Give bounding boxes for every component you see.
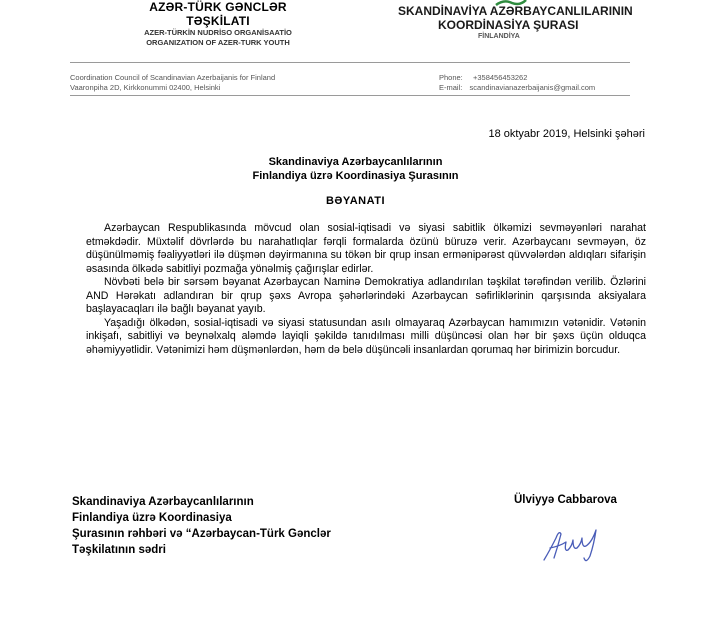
signer-title-line: Təşkilatının sədri [72,544,166,556]
signer-title-line: Finlandiya üzrə Koordinasiya [72,512,232,524]
right-org-line2: KOORDİNASİYA ŞURASI [438,18,579,32]
phone-value: +358456453262 [472,73,528,82]
paragraph-3: Yaşadığı ölkədən, sosial-iqtisadi və siyasi statusundan asılı olmayaraq Azərbaycan hamımızın vətənidir. Vətənin inkişafı, sabitliyi və beynəlxalq aləmdə layiqli şəkildə tanıdılması milli düşüncəsi olan hər bir şəxs üçün olduqca əhəmiyyətlidir. Vətənimizi həm düşmənlərdən, həm də belə düşüncəli insanlardan qorumaq hər birimizin borcudur. [86,316,646,356]
contact-left [70,73,275,93]
email-value: scandinavianazerbaijanis@gmail.com [469,83,596,92]
header-rule-top [70,62,630,63]
email-label: E-mail: [439,83,463,92]
recipient-line1: Skandinaviya Azərbaycanlılarının [268,156,443,168]
contact-right [439,73,595,93]
paragraph-2: Növbəti belə bir sərsəm bəyanat Azərbaycan Naminə Demokratiya adlandırılan təşkilat tərəfindən verilib. Özlərini AND Hərəkatı adlandıran bir qrup şəxs Avropa şəhərlərindəki Azərbaycan səfirliklərinin qarşısında aksiyalara başlayacaqları ilə bağlı bəyanat yayıb. [86,276,646,315]
contact-address: Vaaronpiha 2D, Kirkkonummi 02400, Helsinki [70,83,221,92]
signer-title-line: Skandinaviya Azərbaycanlılarının [72,496,254,508]
right-org-line1: SKANDİNAVİYA AZƏRBAYCANLILARININ [398,4,633,18]
recipient-block [0,155,711,183]
statement-body [86,222,646,357]
signer-title-line: Şurasının rəhbəri və “Azərbaycan-Türk Gənclər [72,528,331,540]
signer-name: Ülviyyə Cabbarova [514,494,617,506]
left-org-subtitle-en: ORGANIZATION OF AZER-TURK YOUTH [146,38,290,47]
paragraph-1: Azərbaycan Respublikasında mövcud olan sosial-iqtisadi və siyasi sabitlik ölkəmizi sevməyənləri narahat etməkdədir. Müxtəlif dövrlərdə bu narahatlıqlar fərqli formalarda özünü büruzə verir. Azərbaycanı sevməyən, öz düşünülməmiş fəaliyyətləri ilə düşmən dəyirmanına su tökən bir qrup insan ermənipərəst qüvvələrdən aldıqları sifarişin əsasında ölkədə sabitliyi pozmağa yönəlmiş çağırışlar edirlər. [86,222,646,275]
left-org-subtitle-tr: AZER-TÜRKİN NUDRİSO ORGANİSAATİO [144,28,292,37]
left-org-header [118,0,318,48]
phone-label: Phone: [439,73,463,82]
contact-org-line: Coordination Council of Scandinavian Azerbaijanis for Finland [70,73,276,82]
signer-title-block [72,494,412,558]
document-title: BƏYANATI [325,195,386,207]
right-org-line3: FİNLANDİYA [478,33,520,40]
header-rule-bottom [70,95,630,96]
left-org-name: AZƏR-TÜRK GƏNCLƏR TƏŞKİLATI [149,0,287,28]
handwritten-signature-icon [540,520,610,565]
date-line: 18 oktyabr 2019, Helsinki şəhəri [488,128,645,140]
recipient-line2: Finlandiya üzrə Koordinasiya Şurasının [252,170,459,182]
right-org-header [398,4,638,41]
